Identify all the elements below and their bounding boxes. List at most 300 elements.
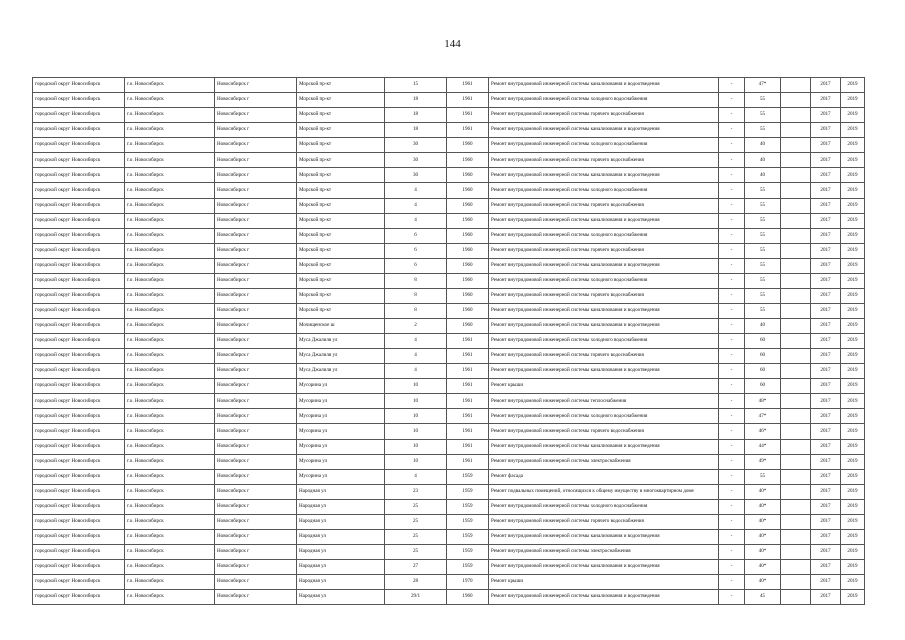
cell-house-number: 4 [385,198,447,213]
cell-mark: - [719,469,745,484]
cell-locality: Новосибирск г [215,153,297,168]
cell-end-year: 2019 [841,213,865,228]
cell-end-year: 2019 [841,499,865,514]
cell-house-number: 4 [385,334,447,349]
cell-city-district: г.о. Новосибирск [125,153,215,168]
cell-work-type: Ремонт внутридомовой инженерной системы горячего водоснабжения [489,424,719,439]
cell-work-type: Ремонт крыши [489,379,719,394]
cell-empty [781,213,811,228]
cell-empty [781,168,811,183]
cell-mark: - [719,484,745,499]
cell-municipal-okrug: городской округ Новосибирск [33,213,125,228]
cell-house-number: 30 [385,138,447,153]
cell-municipal-okrug: городской округ Новосибирск [33,484,125,499]
cell-mark: - [719,544,745,559]
cell-work-type: Ремонт внутридомовой инженерной системы холодного водоснабжения [489,93,719,108]
cell-empty [781,123,811,138]
cell-wear-percent: 44* [745,439,781,454]
cell-empty [781,198,811,213]
cell-street: Народная ул [297,514,385,529]
cell-empty [781,394,811,409]
cell-empty [781,484,811,499]
cell-mark: - [719,168,745,183]
cell-start-year: 2017 [811,484,841,499]
cell-end-year: 2019 [841,484,865,499]
cell-house-number: 4 [385,349,447,364]
cell-street: Мочищенское ш [297,319,385,334]
cell-empty [781,424,811,439]
cell-mark: - [719,334,745,349]
cell-mark: - [719,514,745,529]
cell-empty [781,138,811,153]
table-row [33,153,865,168]
cell-start-year: 2017 [811,514,841,529]
cell-city-district: г.о. Новосибирск [125,379,215,394]
cell-house-number: 10 [385,439,447,454]
cell-house-number: 28 [385,575,447,590]
cell-wear-percent: 40 [745,168,781,183]
cell-build-year: 1961 [447,108,489,123]
cell-empty [781,288,811,303]
table-row [33,168,865,183]
cell-start-year: 2017 [811,198,841,213]
cell-house-number: 10 [385,409,447,424]
cell-work-type: Ремонт внутридомовой инженерной системы холодного водоснабжения [489,273,719,288]
cell-start-year: 2017 [811,183,841,198]
cell-empty [781,575,811,590]
cell-wear-percent: 40 [745,319,781,334]
cell-municipal-okrug: городской округ Новосибирск [33,258,125,273]
cell-city-district: г.о. Новосибирск [125,529,215,544]
cell-work-type: Ремонт подвальных помещений, относящихся к общему имуществу в многоквартирном доме [489,484,719,499]
cell-mark: - [719,439,745,454]
cell-city-district: г.о. Новосибирск [125,590,215,605]
cell-locality: Новосибирск г [215,213,297,228]
cell-locality: Новосибирск г [215,364,297,379]
cell-municipal-okrug: городской округ Новосибирск [33,394,125,409]
cell-house-number: 10 [385,394,447,409]
cell-mark: - [719,93,745,108]
cell-locality: Новосибирск г [215,424,297,439]
cell-municipal-okrug: городской округ Новосибирск [33,123,125,138]
cell-street: Мусорина ул [297,469,385,484]
cell-mark: - [719,138,745,153]
cell-locality: Новосибирск г [215,499,297,514]
cell-municipal-okrug: городской округ Новосибирск [33,303,125,318]
cell-build-year: 1960 [447,288,489,303]
cell-work-type: Ремонт внутридомовой инженерной системы горячего водоснабжения [489,108,719,123]
cell-empty [781,439,811,454]
cell-build-year: 1961 [447,409,489,424]
cell-municipal-okrug: городской округ Новосибирск [33,454,125,469]
cell-start-year: 2017 [811,499,841,514]
cell-wear-percent: 55 [745,123,781,138]
cell-start-year: 2017 [811,364,841,379]
cell-mark: - [719,153,745,168]
cell-build-year: 1961 [447,394,489,409]
cell-wear-percent: 47* [745,409,781,424]
cell-start-year: 2017 [811,303,841,318]
cell-house-number: 18 [385,93,447,108]
cell-end-year: 2019 [841,303,865,318]
cell-build-year: 1959 [447,469,489,484]
cell-house-number: 25 [385,499,447,514]
cell-municipal-okrug: городской округ Новосибирск [33,364,125,379]
table-row [33,590,865,605]
cell-build-year: 1959 [447,499,489,514]
cell-municipal-okrug: городской округ Новосибирск [33,409,125,424]
cell-house-number: 25 [385,514,447,529]
table-row [33,454,865,469]
cell-empty [781,544,811,559]
cell-work-type: Ремонт внутридомовой инженерной системы холодного водоснабжения [489,138,719,153]
cell-end-year: 2019 [841,93,865,108]
cell-street: Мусорина ул [297,424,385,439]
cell-municipal-okrug: городской округ Новосибирск [33,544,125,559]
cell-build-year: 1960 [447,228,489,243]
cell-mark: - [719,394,745,409]
cell-work-type: Ремонт внутридомовой инженерной системы канализования и водоотведения [489,529,719,544]
cell-city-district: г.о. Новосибирск [125,514,215,529]
cell-start-year: 2017 [811,93,841,108]
cell-work-type: Ремонт внутридомовой инженерной системы канализования и водоотведения [489,123,719,138]
cell-house-number: 8 [385,288,447,303]
cell-wear-percent: 47* [745,78,781,93]
cell-wear-percent: 55 [745,288,781,303]
cell-house-number: 25 [385,529,447,544]
cell-street: Народная ул [297,484,385,499]
cell-house-number: 27 [385,560,447,575]
cell-house-number: 18 [385,108,447,123]
cell-mark: - [719,590,745,605]
cell-city-district: г.о. Новосибирск [125,213,215,228]
cell-work-type: Ремонт внутридомовой инженерной системы горячего водоснабжения [489,349,719,364]
cell-build-year: 1961 [447,439,489,454]
cell-end-year: 2019 [841,123,865,138]
cell-street: Муса Джалиля ул [297,364,385,379]
table-row [33,319,865,334]
cell-city-district: г.о. Новосибирск [125,93,215,108]
cell-empty [781,183,811,198]
cell-street: Морской пр-кт [297,108,385,123]
cell-city-district: г.о. Новосибирск [125,409,215,424]
cell-start-year: 2017 [811,349,841,364]
cell-work-type: Ремонт внутридомовой инженерной системы канализования и водоотведения [489,364,719,379]
cell-city-district: г.о. Новосибирск [125,288,215,303]
cell-work-type: Ремонт внутридомовой инженерной системы теплоснабжения [489,394,719,409]
cell-city-district: г.о. Новосибирск [125,499,215,514]
cell-mark: - [719,228,745,243]
table-row [33,334,865,349]
cell-house-number: 4 [385,364,447,379]
cell-empty [781,228,811,243]
cell-mark: - [719,560,745,575]
table-row [33,364,865,379]
cell-end-year: 2019 [841,138,865,153]
cell-empty [781,243,811,258]
cell-start-year: 2017 [811,590,841,605]
cell-mark: - [719,288,745,303]
cell-end-year: 2019 [841,153,865,168]
page-number: 144 [444,38,461,50]
cell-mark: - [719,303,745,318]
cell-municipal-okrug: городской округ Новосибирск [33,273,125,288]
cell-empty [781,78,811,93]
cell-municipal-okrug: городской округ Новосибирск [33,349,125,364]
cell-work-type: Ремонт внутридомовой инженерной системы канализования и водоотведения [489,590,719,605]
table-row [33,409,865,424]
cell-wear-percent: 55 [745,273,781,288]
cell-locality: Новосибирск г [215,198,297,213]
cell-end-year: 2019 [841,243,865,258]
cell-start-year: 2017 [811,379,841,394]
cell-municipal-okrug: городской округ Новосибирск [33,439,125,454]
cell-empty [781,590,811,605]
cell-start-year: 2017 [811,560,841,575]
cell-end-year: 2019 [841,183,865,198]
cell-mark: - [719,409,745,424]
cell-locality: Новосибирск г [215,575,297,590]
cell-locality: Новосибирск г [215,484,297,499]
cell-house-number: 10 [385,424,447,439]
cell-municipal-okrug: городской округ Новосибирск [33,590,125,605]
cell-start-year: 2017 [811,123,841,138]
cell-end-year: 2019 [841,334,865,349]
cell-empty [781,108,811,123]
cell-municipal-okrug: городской округ Новосибирск [33,575,125,590]
cell-locality: Новосибирск г [215,243,297,258]
cell-city-district: г.о. Новосибирск [125,544,215,559]
cell-end-year: 2019 [841,108,865,123]
cell-municipal-okrug: городской округ Новосибирск [33,514,125,529]
cell-work-type: Ремонт внутридомовой инженерной системы холодного водоснабжения [489,334,719,349]
cell-build-year: 1959 [447,544,489,559]
cell-locality: Новосибирск г [215,349,297,364]
cell-house-number: 8 [385,303,447,318]
cell-house-number: 8 [385,273,447,288]
cell-street: Морской пр-кт [297,213,385,228]
cell-start-year: 2017 [811,153,841,168]
cell-city-district: г.о. Новосибирск [125,484,215,499]
cell-build-year: 1960 [447,153,489,168]
cell-municipal-okrug: городской округ Новосибирск [33,499,125,514]
cell-build-year: 1961 [447,93,489,108]
cell-municipal-okrug: городской округ Новосибирск [33,243,125,258]
cell-house-number: 29/1 [385,590,447,605]
cell-street: Морской пр-кт [297,93,385,108]
cell-build-year: 1960 [447,319,489,334]
cell-city-district: г.о. Новосибирск [125,303,215,318]
cell-work-type: Ремонт внутридомовой инженерной системы канализования и водоотведения [489,303,719,318]
cell-work-type: Ремонт внутридомовой инженерной системы канализования и водоотведения [489,319,719,334]
cell-municipal-okrug: городской округ Новосибирск [33,93,125,108]
cell-wear-percent: 40* [745,484,781,499]
cell-empty [781,499,811,514]
cell-end-year: 2019 [841,319,865,334]
cell-house-number: 23 [385,484,447,499]
cell-start-year: 2017 [811,168,841,183]
cell-wear-percent: 45 [745,590,781,605]
cell-house-number: 6 [385,243,447,258]
capital-repair-table [32,77,865,605]
cell-work-type: Ремонт крыши [489,575,719,590]
cell-wear-percent: 40* [745,544,781,559]
cell-locality: Новосибирск г [215,138,297,153]
cell-mark: - [719,575,745,590]
cell-work-type: Ремонт внутридомовой инженерной системы горячего водоснабжения [489,243,719,258]
cell-municipal-okrug: городской округ Новосибирск [33,560,125,575]
cell-city-district: г.о. Новосибирск [125,454,215,469]
table-row [33,78,865,93]
cell-end-year: 2019 [841,349,865,364]
cell-wear-percent: 60 [745,349,781,364]
cell-work-type: Ремонт внутридомовой инженерной системы холодного водоснабжения [489,228,719,243]
cell-start-year: 2017 [811,138,841,153]
cell-house-number: 10 [385,454,447,469]
cell-end-year: 2019 [841,544,865,559]
cell-build-year: 1960 [447,273,489,288]
cell-mark: - [719,258,745,273]
cell-locality: Новосибирск г [215,93,297,108]
cell-city-district: г.о. Новосибирск [125,258,215,273]
cell-municipal-okrug: городской округ Новосибирск [33,78,125,93]
cell-street: Морской пр-кт [297,273,385,288]
cell-locality: Новосибирск г [215,560,297,575]
cell-city-district: г.о. Новосибирск [125,394,215,409]
cell-mark: - [719,273,745,288]
cell-end-year: 2019 [841,469,865,484]
cell-work-type: Ремонт внутридомовой инженерной системы холодного водоснабжения [489,409,719,424]
table-row [33,379,865,394]
cell-street: Морской пр-кт [297,153,385,168]
cell-build-year: 1961 [447,364,489,379]
cell-street: Морской пр-кт [297,138,385,153]
cell-work-type: Ремонт внутридомовой инженерной системы горячего водоснабжения [489,514,719,529]
cell-mark: - [719,499,745,514]
cell-end-year: 2019 [841,439,865,454]
cell-municipal-okrug: городской округ Новосибирск [33,288,125,303]
cell-wear-percent: 40* [745,514,781,529]
cell-build-year: 1960 [447,590,489,605]
cell-locality: Новосибирск г [215,303,297,318]
cell-end-year: 2019 [841,198,865,213]
cell-empty [781,153,811,168]
cell-empty [781,560,811,575]
cell-empty [781,303,811,318]
cell-start-year: 2017 [811,243,841,258]
cell-end-year: 2019 [841,379,865,394]
table-row [33,183,865,198]
cell-mark: - [719,243,745,258]
cell-wear-percent: 40 [745,138,781,153]
cell-city-district: г.о. Новосибирск [125,469,215,484]
cell-wear-percent: 55 [745,228,781,243]
cell-house-number: 6 [385,228,447,243]
cell-work-type: Ремонт внутридомовой инженерной системы холодного водоснабжения [489,183,719,198]
table-row [33,123,865,138]
cell-street: Морской пр-кт [297,243,385,258]
cell-street: Мусорина ул [297,439,385,454]
cell-end-year: 2019 [841,394,865,409]
cell-city-district: г.о. Новосибирск [125,319,215,334]
cell-street: Мусорина ул [297,379,385,394]
cell-build-year: 1961 [447,349,489,364]
cell-street: Морской пр-кт [297,198,385,213]
cell-mark: - [719,424,745,439]
cell-start-year: 2017 [811,529,841,544]
table-row [33,213,865,228]
cell-wear-percent: 40* [745,560,781,575]
cell-start-year: 2017 [811,394,841,409]
cell-municipal-okrug: городской округ Новосибирск [33,319,125,334]
cell-locality: Новосибирск г [215,590,297,605]
cell-build-year: 1961 [447,379,489,394]
table-row [33,394,865,409]
cell-start-year: 2017 [811,213,841,228]
cell-street: Морской пр-кт [297,303,385,318]
table-row [33,424,865,439]
cell-municipal-okrug: городской округ Новосибирск [33,379,125,394]
cell-house-number: 10 [385,379,447,394]
table-row [33,469,865,484]
cell-build-year: 1960 [447,213,489,228]
cell-work-type: Ремонт внутридомовой инженерной системы горячего водоснабжения [489,153,719,168]
cell-start-year: 2017 [811,228,841,243]
cell-start-year: 2017 [811,575,841,590]
cell-build-year: 1961 [447,334,489,349]
cell-house-number: 4 [385,469,447,484]
cell-start-year: 2017 [811,288,841,303]
cell-house-number: 4 [385,213,447,228]
cell-house-number: 6 [385,258,447,273]
cell-wear-percent: 60 [745,379,781,394]
cell-empty [781,529,811,544]
cell-municipal-okrug: городской округ Новосибирск [33,168,125,183]
cell-start-year: 2017 [811,409,841,424]
cell-street: Муса Джалиля ул [297,334,385,349]
cell-wear-percent: 55 [745,213,781,228]
cell-mark: - [719,349,745,364]
cell-house-number: 30 [385,153,447,168]
cell-street: Народная ул [297,560,385,575]
cell-wear-percent: 55 [745,198,781,213]
cell-work-type: Ремонт внутридомовой инженерной системы электроснабжения [489,454,719,469]
cell-wear-percent: 55 [745,108,781,123]
cell-street: Народная ул [297,575,385,590]
cell-empty [781,514,811,529]
cell-build-year: 1959 [447,529,489,544]
cell-build-year: 1960 [447,243,489,258]
cell-city-district: г.о. Новосибирск [125,198,215,213]
cell-empty [781,379,811,394]
cell-locality: Новосибирск г [215,228,297,243]
cell-locality: Новосибирск г [215,439,297,454]
cell-start-year: 2017 [811,273,841,288]
cell-city-district: г.о. Новосибирск [125,273,215,288]
cell-build-year: 1959 [447,560,489,575]
cell-end-year: 2019 [841,364,865,379]
cell-empty [781,334,811,349]
cell-empty [781,409,811,424]
cell-street: Мусорина ул [297,454,385,469]
cell-municipal-okrug: городской округ Новосибирск [33,334,125,349]
cell-municipal-okrug: городской округ Новосибирск [33,108,125,123]
cell-end-year: 2019 [841,529,865,544]
cell-wear-percent: 55 [745,93,781,108]
cell-end-year: 2019 [841,560,865,575]
table-row [33,288,865,303]
cell-municipal-okrug: городской округ Новосибирск [33,529,125,544]
